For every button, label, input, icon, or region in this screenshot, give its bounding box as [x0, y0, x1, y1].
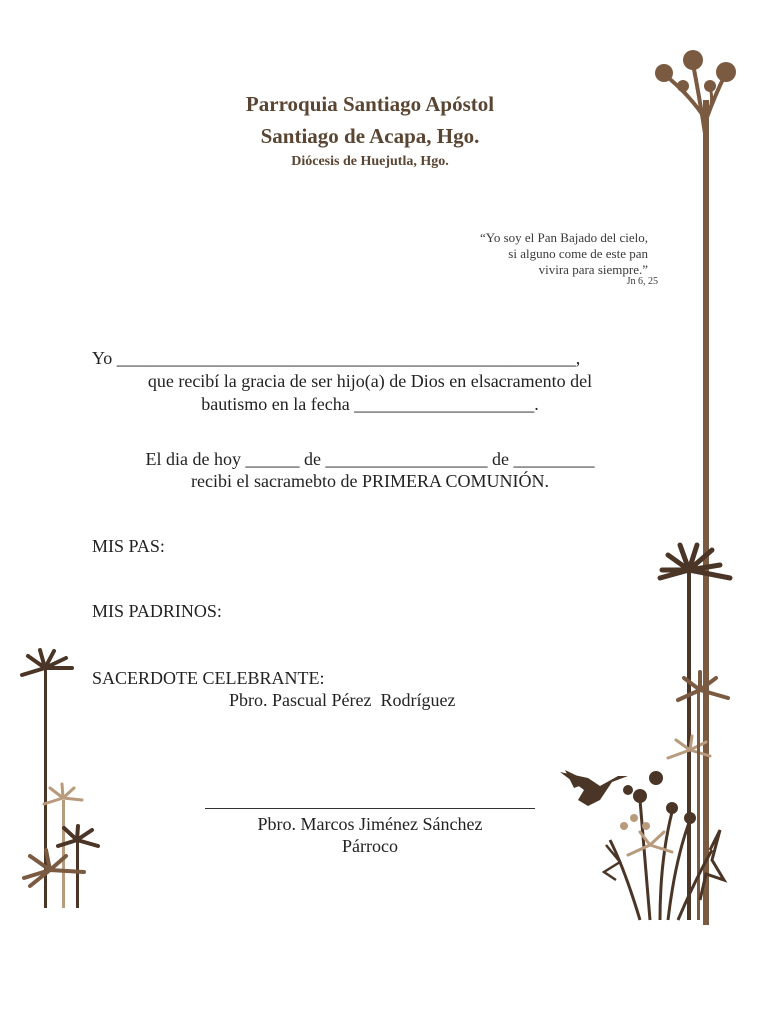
signature-line — [205, 790, 535, 809]
baptism-text-line: que recibí la gracia de ser hijo(a) de Dios en elsacramento del — [147, 371, 593, 391]
hummingbird-icon — [560, 770, 628, 806]
diocese-name: Diócesis de Huejutla, Hgo. — [291, 154, 449, 169]
celebrant-name: Pbro. Pascual Pérez Rodríguez — [229, 690, 456, 710]
communion-date-line: El dia de hoy ______ de __________________ de _________ — [145, 449, 595, 469]
signature-name: Pbro. Marcos Jiménez Sánchez — [257, 814, 483, 834]
communion-text-line: recibi el sacramebto de PRIMERA COMUNIÓN. — [191, 471, 549, 491]
verse-line-2: si alguno come de este pan — [508, 246, 648, 261]
palm-cluster-right-icon — [660, 545, 730, 920]
godparents-label: MIS PADRINOS: — [92, 601, 222, 621]
celebrant-label: SACERDOTE CELEBRANTE: — [92, 668, 325, 688]
parish-town: Santiago de Acapa, Hgo. — [260, 124, 480, 148]
verse-line-1: “Yo soy el Pan Bajado del cielo, — [479, 230, 648, 245]
parents-label: MIS PAS: — [92, 536, 165, 556]
verse-line-3: vivira para siempre.” — [538, 262, 648, 277]
palm-cluster-left-icon — [22, 650, 98, 908]
verse-reference: Jn 6, 25 — [626, 276, 658, 287]
name-line: Yo ___________________________________________________, — [92, 348, 581, 368]
baptism-date-line: bautismo en la fecha ____________________. — [201, 394, 539, 414]
signature-role: Párroco — [342, 836, 398, 856]
parish-name: Parroquia Santiago Apóstol — [245, 92, 495, 116]
